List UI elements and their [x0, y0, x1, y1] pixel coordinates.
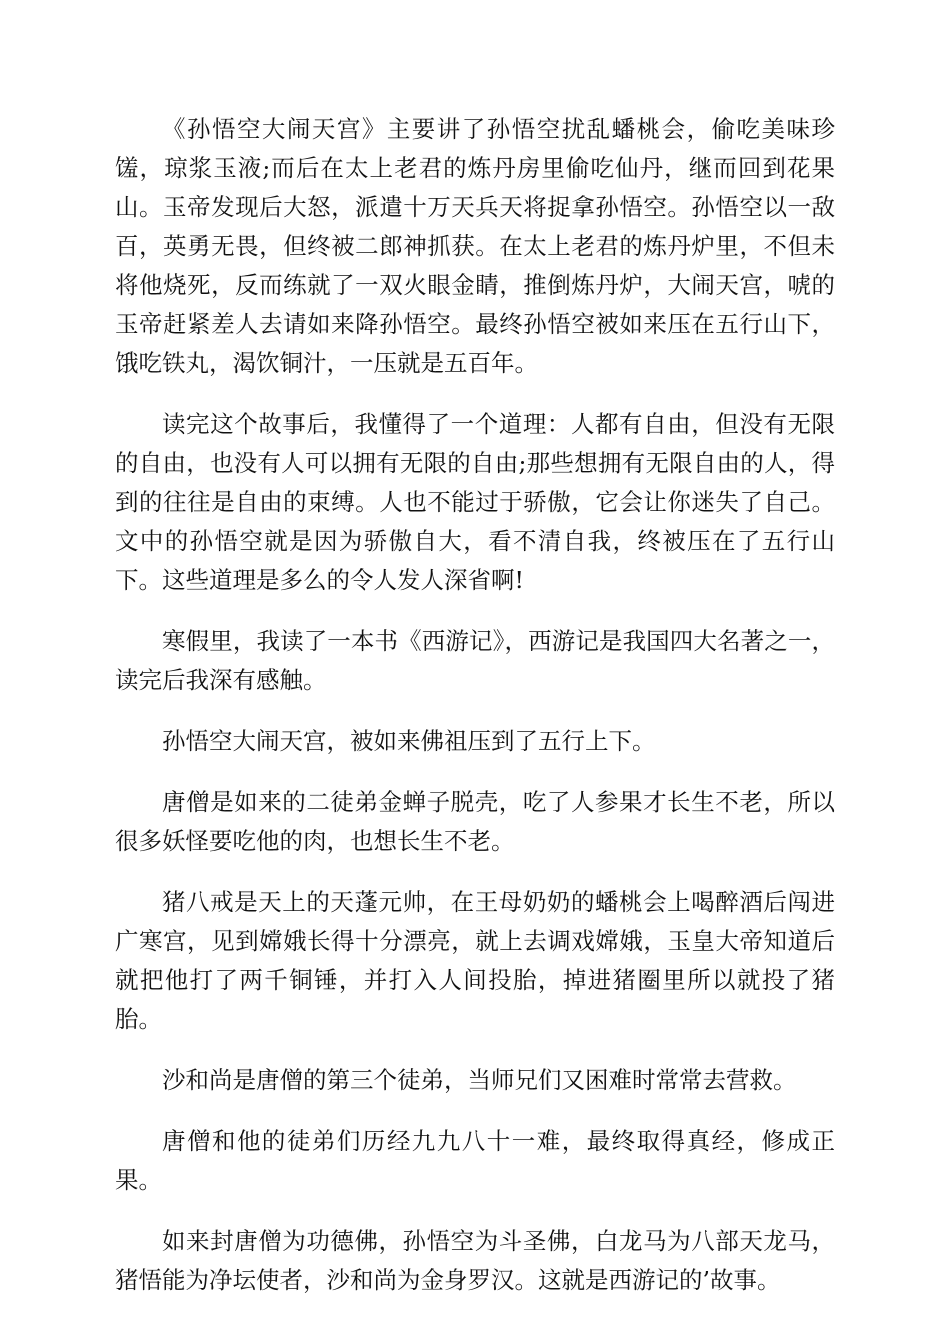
- paragraph-6: 猪八戒是天上的天蓬元帅，在王母奶奶的蟠桃会上喝醉酒后闯进广寒宫，见到嫦娥长得十分漂亮，就上去调戏嫦娥，玉皇大帝知道后就把他打了两千铜锤，并打入人间投胎，掉进猪圈里所以就投了猪胎。: [115, 888, 835, 1033]
- paragraph-3: 寒假里，我读了一本书《西游记》，西游记是我国四大名著之一，读完后我深有感触。: [115, 627, 835, 694]
- paragraph-1: 《孙悟空大闹天宫》主要讲了孙悟空扰乱蟠桃会，偷吃美味珍馐，琼浆玉液;而后在太上老君的炼丹房里偷吃仙丹，继而回到花果山。玉帝发现后大怒，派遣十万天兵天将捉拿孙悟空。孙悟空以一敌百，英勇无畏，但终被二郎神抓获。在太上老君的炼丹炉里，不但未将他烧死，反而练就了一双火眼金睛，推倒炼丹炉，大闹天宫，唬的玉帝赶紧差人去请如来降孙悟空。最终孙悟空被如来压在五行山下，饿吃铁丸，渴饮铜汁，一压就是五百年。: [115, 115, 835, 377]
- paragraph-2: 读完这个故事后，我懂得了一个道理：人都有自由，但没有无限的自由，也没有人可以拥有无限的自由;那些想拥有无限自由的人，得到的往往是自由的束缚。人也不能过于骄傲，它会让你迷失了自己。文中的孙悟空就是因为骄傲自大，看不清自我，终被压在了五行山下。这些道理是多么的令人发人深省啊!: [115, 410, 835, 594]
- paragraph-4: 孙悟空大闹天宫，被如来佛祖压到了五行上下。: [162, 727, 656, 755]
- paragraph-9: 如来封唐僧为功德佛，孙悟空为斗圣佛，白龙马为八部天龙马，猪悟能为净坛使者，沙和尚为金身罗汉。这就是西游记的’故事。: [115, 1227, 835, 1294]
- document-body: [115, 110, 835, 1322]
- paragraph-5: 唐僧是如来的二徒弟金蝉子脱壳，吃了人参果才长生不老，所以很多妖怪要吃他的肉，也想长生不老。: [115, 788, 835, 855]
- paragraph-8: 唐僧和他的徒弟们历经九九八十一难，最终取得真经，修成正果。: [115, 1127, 835, 1194]
- paragraph-7: 沙和尚是唐僧的第三个徒弟，当师兄们又困难时常常去营救。: [162, 1066, 797, 1094]
